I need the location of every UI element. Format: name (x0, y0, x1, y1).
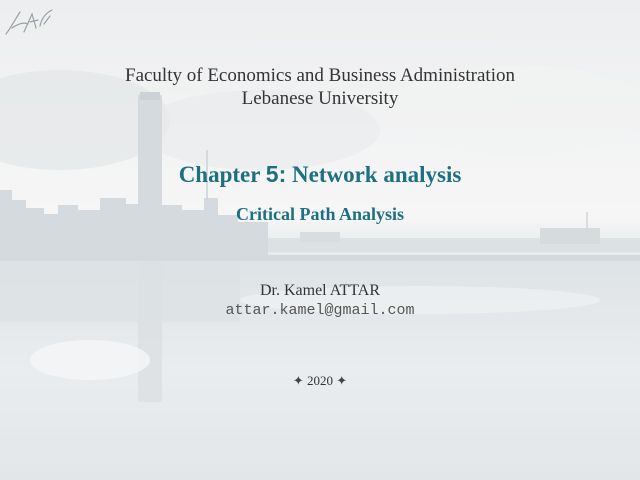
date-line (0, 372, 640, 390)
star-icon: ✦ (292, 374, 304, 389)
star-icon: ✦ (336, 374, 348, 389)
university-name: Lebanese University (241, 88, 399, 109)
chapter-name: Network analysis (292, 162, 462, 187)
chapter-number: 5: (265, 161, 287, 187)
chapter-title (0, 160, 640, 189)
chapter-subtitle: Critical Path Analysis (235, 204, 404, 224)
author-email: attar.kamel@gmail.com (225, 302, 415, 319)
faculty-name: Faculty of Economics and Business Administration (125, 65, 515, 86)
chapter-prefix: Chapter (178, 162, 261, 187)
author-name: Dr. Kamel ATTAR (259, 282, 381, 299)
year: 2020 (307, 373, 333, 388)
